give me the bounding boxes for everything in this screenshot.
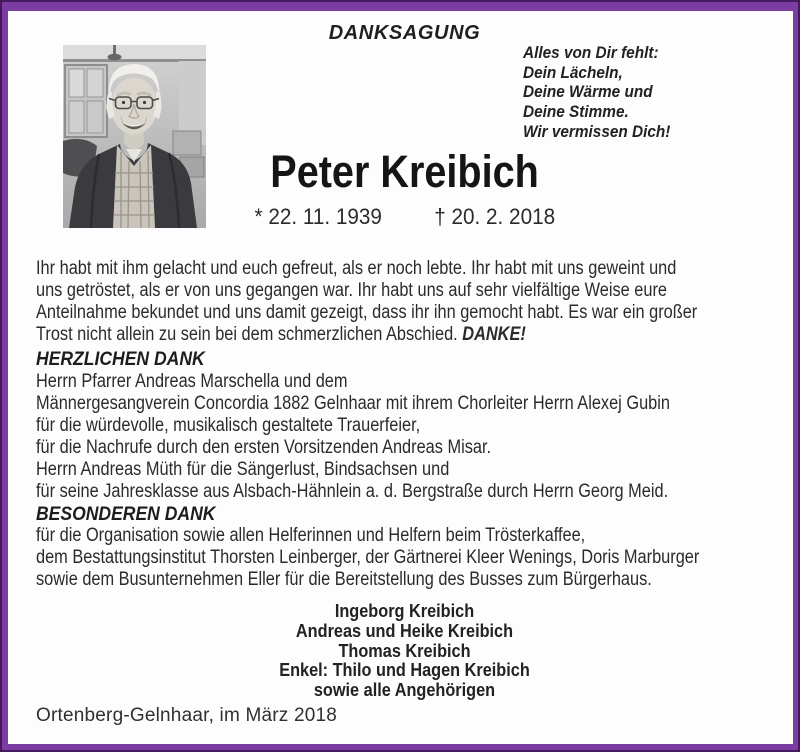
family-signatures <box>8 601 793 700</box>
intro-line: Ihr habt mit ihm gelacht und euch gefreut, als er noch lebte. Ihr habt mit uns geweint und <box>36 258 677 279</box>
epigraph-line: Dein Lächeln, <box>523 63 623 82</box>
section-herzlichen-dank <box>36 371 773 503</box>
death-date: † 20. 2. 2018 <box>434 204 556 229</box>
intro-line: Anteilnahme bekundet und uns damit gezeigt, dass ihr ihn gemocht habt. Es war ein großer <box>36 302 698 323</box>
signature-line: Thomas Kreibich <box>338 639 471 661</box>
epigraph-line: Deine Stimme. <box>523 103 629 122</box>
life-dates <box>8 204 793 230</box>
epigraph-line: Wir vermissen Dich! <box>523 122 671 141</box>
thanks-line: für die Organisation sowie allen Helferinnen und Helfern beim Trösterkaffee, <box>36 525 586 546</box>
intro-line <box>36 324 697 346</box>
notice-paper <box>8 11 793 744</box>
intro-line-text: Trost nicht allein zu sein bei dem schmerzlichen Abschied. <box>36 324 463 345</box>
portrait-illustration <box>63 45 206 228</box>
deceased-name <box>8 148 793 196</box>
thanks-line: Herrn Andreas Müth für die Sängerlust, Bindsachsen und <box>36 459 450 480</box>
section-besonderen-dank <box>36 525 800 591</box>
section-heading-herzlichen-dank: HERZLICHEN DANK <box>36 348 205 370</box>
portrait-photo <box>63 45 206 228</box>
deceased-name-text: Peter Kreibich <box>270 146 539 197</box>
epigraph-verse <box>523 44 682 143</box>
place-date-line: Ortenberg-Gelnhaar, im März 2018 <box>36 705 338 726</box>
thanks-line: Herrn Pfarrer Andreas Marschella und dem <box>36 371 348 392</box>
notice-title: DANKSAGUNG <box>328 22 481 44</box>
thanks-line: dem Bestattungsinstitut Thorsten Leinberger, der Gärtnerei Kleer Wenings, Doris Marburger <box>36 547 700 568</box>
signature-line: Andreas und Heike Kreibich <box>295 619 514 641</box>
signature-line: sowie alle Angehörigen <box>313 679 496 701</box>
birth-date: * 22. 11. 1939 <box>254 204 382 229</box>
thanks-line: für die Nachrufe durch den ersten Vorsitzenden Andreas Misar. <box>36 437 492 458</box>
intro-emphasis: DANKE! <box>462 324 526 345</box>
thanks-line: Männergesangverein Concordia 1882 Gelnhaar mit ihrem Chorleiter Herrn Alexej Gubin <box>36 393 670 414</box>
section-heading-besonderen-dank: BESONDEREN DANK <box>36 503 216 525</box>
intro-line: uns getröstet, als er von uns gegangen war. Ihr habt uns auf sehr vielfältige Weise eure <box>36 280 667 301</box>
thanks-line: sowie dem Busunternehmen Eller für die Bereitstellung des Busses zum Bürgerhaus. <box>36 569 652 590</box>
intro-paragraph <box>36 258 800 346</box>
epigraph-line: Deine Wärme und <box>523 83 653 102</box>
epigraph-line: Alles von Dir fehlt: <box>523 44 659 62</box>
thanks-line: für seine Jahresklasse aus Alsbach-Hähnlein a. d. Bergstraße durch Herrn Georg Meid. <box>36 481 669 502</box>
signature-line: Ingeborg Kreibich <box>334 600 475 621</box>
thanks-line: für die würdevolle, musikalisch gestaltete Trauerfeier, <box>36 415 421 436</box>
signature-line: Enkel: Thilo und Hagen Kreibich <box>279 659 530 681</box>
